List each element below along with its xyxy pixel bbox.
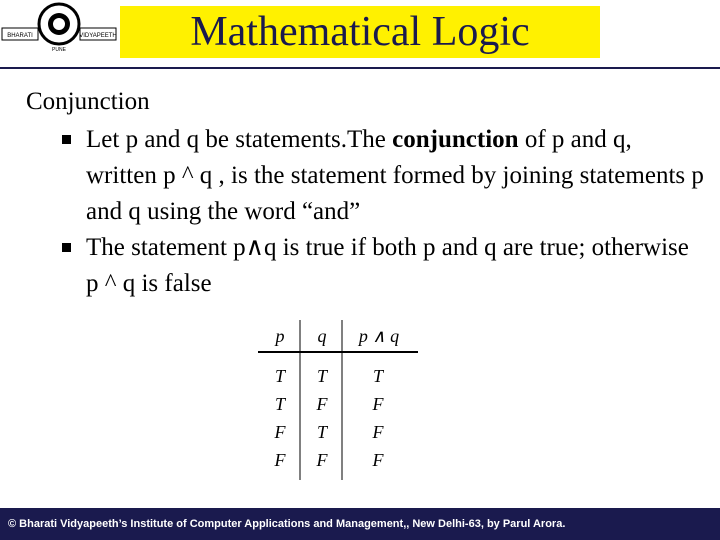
bullet-text: The statement p∧q is true if both p and q are true; otherwise p ^ q is false [86, 234, 689, 297]
table-cell: F [274, 450, 286, 470]
logo-text-right: VIDYAPEETH [79, 33, 117, 39]
header-divider [0, 67, 720, 69]
bullet-list [26, 122, 706, 302]
bullet-item [26, 230, 706, 302]
slide-title: Mathematical Logic [120, 6, 600, 58]
logo-text-bottom: PUNE [52, 47, 66, 53]
table-cell: T [316, 366, 327, 386]
table-cell: T [274, 366, 285, 386]
bullet-bold-term: conjunction [392, 126, 519, 153]
institute-logo [0, 0, 118, 54]
table-header-p: p [275, 326, 285, 346]
bullet-square-icon [62, 243, 71, 252]
slide-header [0, 0, 720, 68]
table-cell: T [274, 394, 285, 414]
footer-text: © Bharati Vidyapeeth’s Institute of Computer Applications and Management,, New Delhi-63, by Parul Arora. [8, 518, 566, 530]
table-cell: F [274, 422, 286, 442]
table-cell: T [316, 422, 327, 442]
table-header-p-and-q: p ∧ q [358, 326, 400, 346]
slide-footer [0, 508, 720, 540]
table-cell: F [316, 394, 328, 414]
table-cell: T [372, 366, 383, 386]
truth-table [258, 320, 418, 480]
slide-content [26, 86, 706, 302]
table-cell: F [372, 450, 384, 470]
bullet-text: of p and q, written p ^ q , is the statement formed by joining statements p and q using the word “and” [86, 126, 704, 225]
bullet-text: Let p and q be statements.The [86, 126, 393, 153]
section-heading: Conjunction [26, 88, 150, 115]
table-cell: F [316, 450, 328, 470]
table-header-q: q [317, 326, 327, 346]
table-cell: F [372, 422, 384, 442]
bullet-square-icon [62, 135, 71, 144]
bullet-item [26, 122, 706, 230]
table-cell: F [372, 394, 384, 414]
logo-text-left: BHARATI [7, 33, 33, 39]
